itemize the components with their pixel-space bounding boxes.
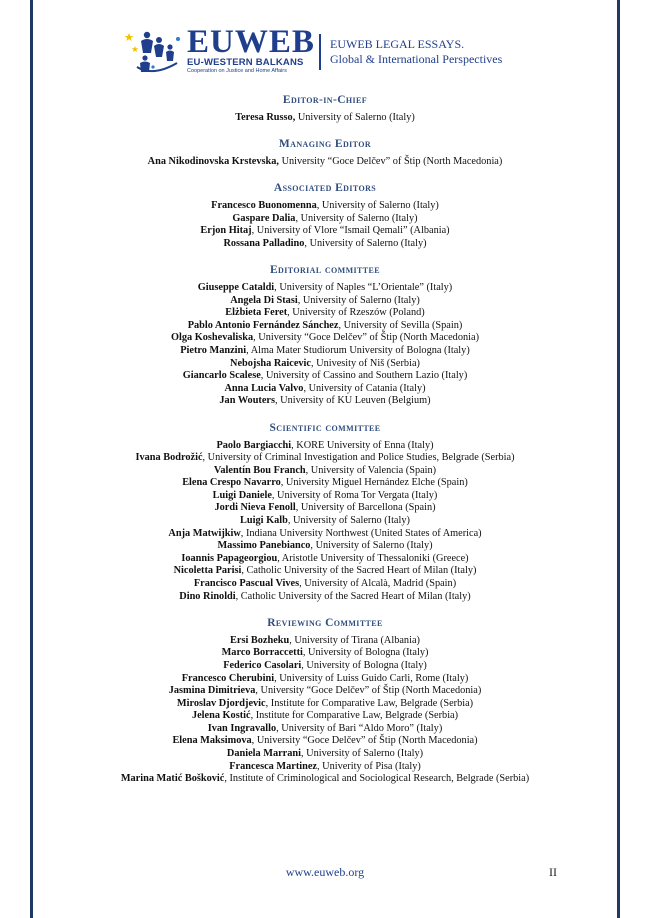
member-affiliation: , Univesity of Niš (Serbia) (310, 357, 420, 369)
member-entry (40, 370, 610, 383)
member-entry (40, 156, 610, 169)
member-name: Ivan Ingravallo (207, 722, 277, 734)
member-affiliation: , Aristotle University of Thessaloniki (Greece) (277, 552, 469, 564)
member-affiliation: , University of Salerno (Italy) (300, 748, 424, 760)
section-title: Scientific committee (269, 421, 381, 434)
member-entry (40, 635, 610, 648)
member-affiliation: , University of Alcalà, Madrid (Spain) (299, 578, 457, 590)
member-affiliation: , University of Catania (Italy) (303, 382, 426, 394)
member-entry (40, 502, 610, 515)
member-entry (40, 112, 610, 125)
member-entry (40, 698, 610, 711)
member-name: Olga Koshevaliska (171, 332, 254, 344)
member-entry (40, 490, 610, 503)
member-name: Ioannis Papageorgiou (181, 552, 278, 564)
member-entry (40, 345, 610, 358)
member-name: Giuseppe Cataldi (197, 282, 275, 294)
member-entry (40, 395, 610, 408)
member-affiliation: , Catholic University of the Sacred Heart of Milan (Italy) (241, 565, 477, 577)
member-entry (40, 225, 610, 238)
member-entry (40, 553, 610, 566)
member-name: Jordi Nieva Fenoll (214, 502, 296, 514)
series-title-line-1: EUWEB LEGAL ESSAYS. (330, 37, 465, 51)
member-name: Teresa Russo, (235, 112, 296, 123)
member-name: Francisco Pascual Vives (193, 578, 300, 590)
member-affiliation: , Institute for Comparative Law, Belgrade (Serbia) (265, 697, 474, 709)
member-entry (40, 723, 610, 736)
header (123, 24, 543, 79)
member-entry (40, 200, 610, 213)
member-affiliation: , University of Bologna (Italy) (302, 647, 429, 659)
member-affiliation: , University of Salerno (Italy) (287, 515, 410, 527)
page-border-left (30, 0, 33, 918)
member-entry (40, 465, 610, 478)
member-entry (40, 773, 610, 786)
member-entry (40, 282, 610, 295)
member-name: Jasmina Dimitrieva (168, 685, 256, 697)
member-name: Jan Wouters (219, 395, 275, 407)
member-name: Angela Di Stasi (230, 294, 298, 306)
member-entry (40, 761, 610, 774)
member-name: Francesca Martinez (229, 760, 317, 772)
member-affiliation: , University of Valencia (Spain) (305, 464, 437, 476)
member-name: Giancarlo Scalese (182, 370, 261, 382)
member-name: Pablo Antonio Fernández Sánchez (187, 319, 339, 331)
member-affiliation: , University of KU Leuven (Belgium) (275, 395, 431, 407)
member-affiliation: , University of Bari “Aldo Moro” (Italy) (276, 722, 443, 734)
member-entry (40, 710, 610, 723)
member-entry (40, 673, 610, 686)
page-number: II (549, 865, 557, 879)
section-title: Managing Editor (278, 138, 372, 151)
member-name: Gaspare Dalia (232, 212, 296, 224)
section-title: Editor-in-Chief (282, 94, 368, 106)
member-affiliation: , Indiana University Northwest (United States of America) (240, 527, 482, 539)
editorial-board (40, 93, 610, 798)
member-name: Marina Matić Bošković (120, 773, 225, 785)
member-entry (40, 578, 610, 591)
series-title-line-2: Global & International Perspectives (330, 52, 503, 66)
member-name: Miroslav Djordjevic (176, 697, 266, 709)
member-affiliation: , KORE University of Enna (Italy) (291, 439, 434, 451)
member-affiliation: University of Salerno (Italy) (295, 112, 415, 123)
brand-name: EUWEB (187, 24, 315, 60)
member-entry (40, 528, 610, 541)
board-section (40, 137, 610, 169)
member-entry (40, 477, 610, 490)
member-entry (40, 591, 610, 604)
member-entry (40, 660, 610, 673)
member-name: Valentín Bou Franch (213, 464, 306, 476)
member-affiliation: , University of Cassino and Southern Lazio (Italy) (260, 370, 468, 382)
member-affiliation: , Univerity of Pisa (Italy) (316, 760, 421, 772)
member-affiliation: , University of Luiss Guido Carli, Rome (Italy) (274, 672, 469, 684)
member-name: Massimo Panebianco (217, 540, 311, 552)
member-name: Jelena Kostić (191, 710, 251, 722)
member-affiliation: University “Goce Delčev” of Štip (North Macedonia) (279, 156, 503, 168)
member-affiliation: , University of Salerno (Italy) (304, 237, 427, 249)
member-entry (40, 735, 610, 748)
member-entry (40, 307, 610, 320)
brand-subtitle: EU-WESTERN BALKANS (187, 57, 304, 68)
member-entry (40, 515, 610, 528)
member-affiliation: , Alma Mater Studiorum University of Bologna (Italy) (246, 345, 470, 357)
member-entry (40, 647, 610, 660)
member-affiliation: , University of Salerno (Italy) (297, 294, 420, 306)
member-affiliation: , University of Salerno (Italy) (295, 212, 418, 224)
header-divider (319, 34, 321, 70)
member-affiliation: , University of Sevilla (Spain) (338, 319, 463, 331)
member-name: Rossana Palladino (223, 237, 305, 249)
member-affiliation: , University of Criminal Investigation and Police Studies, Belgrade (Serbia) (202, 452, 515, 464)
member-entry (40, 685, 610, 698)
member-name: Daniela Marrani (226, 748, 301, 760)
section-title: Associated Editors (273, 182, 377, 195)
member-entry (40, 565, 610, 578)
member-affiliation: , University “Goce Delčev” of Štip (North Macedonia) (253, 332, 479, 344)
member-name: Elena Maksimova (172, 735, 252, 747)
member-entry (40, 383, 610, 396)
member-affiliation: , University of Barcellona (Spain) (295, 502, 436, 514)
member-name: Luigi Kalb (240, 515, 288, 527)
member-name: Ivana Bodrožić (135, 452, 203, 464)
board-section (40, 93, 610, 125)
member-affiliation: , Catholic University of the Sacred Heart of Milan (Italy) (235, 590, 471, 602)
member-affiliation: , University of Salerno (Italy) (316, 200, 439, 212)
member-name: Pietro Manzini (180, 345, 247, 357)
member-name: Ersi Bozheku (230, 634, 290, 646)
series-title (330, 37, 502, 67)
member-affiliation: , University of Roma Tor Vergata (Italy) (271, 489, 438, 501)
member-affiliation: , University of Tirana (Albania) (289, 634, 420, 646)
member-name: Anja Matwijkiw (168, 527, 241, 539)
member-entry (40, 748, 610, 761)
member-name: Dino Rinoldi (179, 590, 236, 602)
member-name: Elżbieta Feret (225, 307, 288, 319)
member-entry (40, 358, 610, 371)
member-affiliation: , University Miguel Hernández Elche (Spain) (280, 477, 468, 489)
member-affiliation: , Institute of Criminological and Sociological Research, Belgrade (Serbia) (224, 773, 530, 785)
brand-tagline: Cooperation on Justice and Home Affairs (187, 68, 287, 74)
member-name: Francesco Cherubini (181, 672, 275, 684)
website-link[interactable]: www.euweb.org (285, 865, 365, 879)
board-section (40, 263, 610, 408)
member-name: Anna Lucia Valvo (224, 382, 304, 394)
euweb-people-stars-icon (123, 27, 185, 75)
member-name: Nebojsha Raicevic (230, 357, 311, 369)
member-entry (40, 332, 610, 345)
brand-block (187, 24, 315, 75)
member-affiliation: , University of Naples “L’Orientale” (Italy) (274, 282, 453, 294)
member-name: Luigi Daniele (212, 489, 272, 501)
member-name: Nicoletta Parisi (173, 565, 242, 577)
member-entry (40, 452, 610, 465)
member-name: Paolo Bargiacchi (216, 439, 292, 451)
member-affiliation: , University “Goce Delčev” of Štip (North Macedonia) (251, 735, 478, 747)
section-title: Reviewing Committee (267, 616, 383, 629)
member-affiliation: , University of Salerno (Italy) (310, 540, 433, 552)
member-affiliation: , Institute for Comparative Law, Belgrade (Serbia) (250, 710, 459, 722)
member-affiliation: , University of Vlore “Ismail Qemali” (Albania) (251, 225, 450, 237)
board-section (40, 421, 610, 604)
member-name: Elena Crespo Navarro (182, 477, 281, 489)
board-section (40, 616, 610, 786)
member-entry (40, 320, 610, 333)
member-name: Federico Casolari (223, 659, 302, 671)
member-entry (40, 295, 610, 308)
member-entry (40, 213, 610, 226)
member-name: Erjon Hitaj (200, 225, 252, 237)
member-affiliation: , University “Goce Delčev” of Štip (North Macedonia) (255, 685, 482, 697)
section-title: Editorial committee (269, 264, 380, 277)
member-name: Francesco Buonomenna (211, 200, 317, 212)
board-section (40, 181, 610, 250)
member-entry (40, 238, 610, 251)
member-entry (40, 540, 610, 553)
member-entry (40, 440, 610, 453)
page-border-right (617, 0, 620, 918)
member-name: Marco Borraccetti (221, 647, 303, 659)
member-affiliation: , University of Rzeszów (Poland) (287, 307, 425, 319)
member-name: Ana Nikodinovska Krstevska, (147, 156, 279, 168)
member-affiliation: , University of Bologna (Italy) (301, 659, 427, 671)
